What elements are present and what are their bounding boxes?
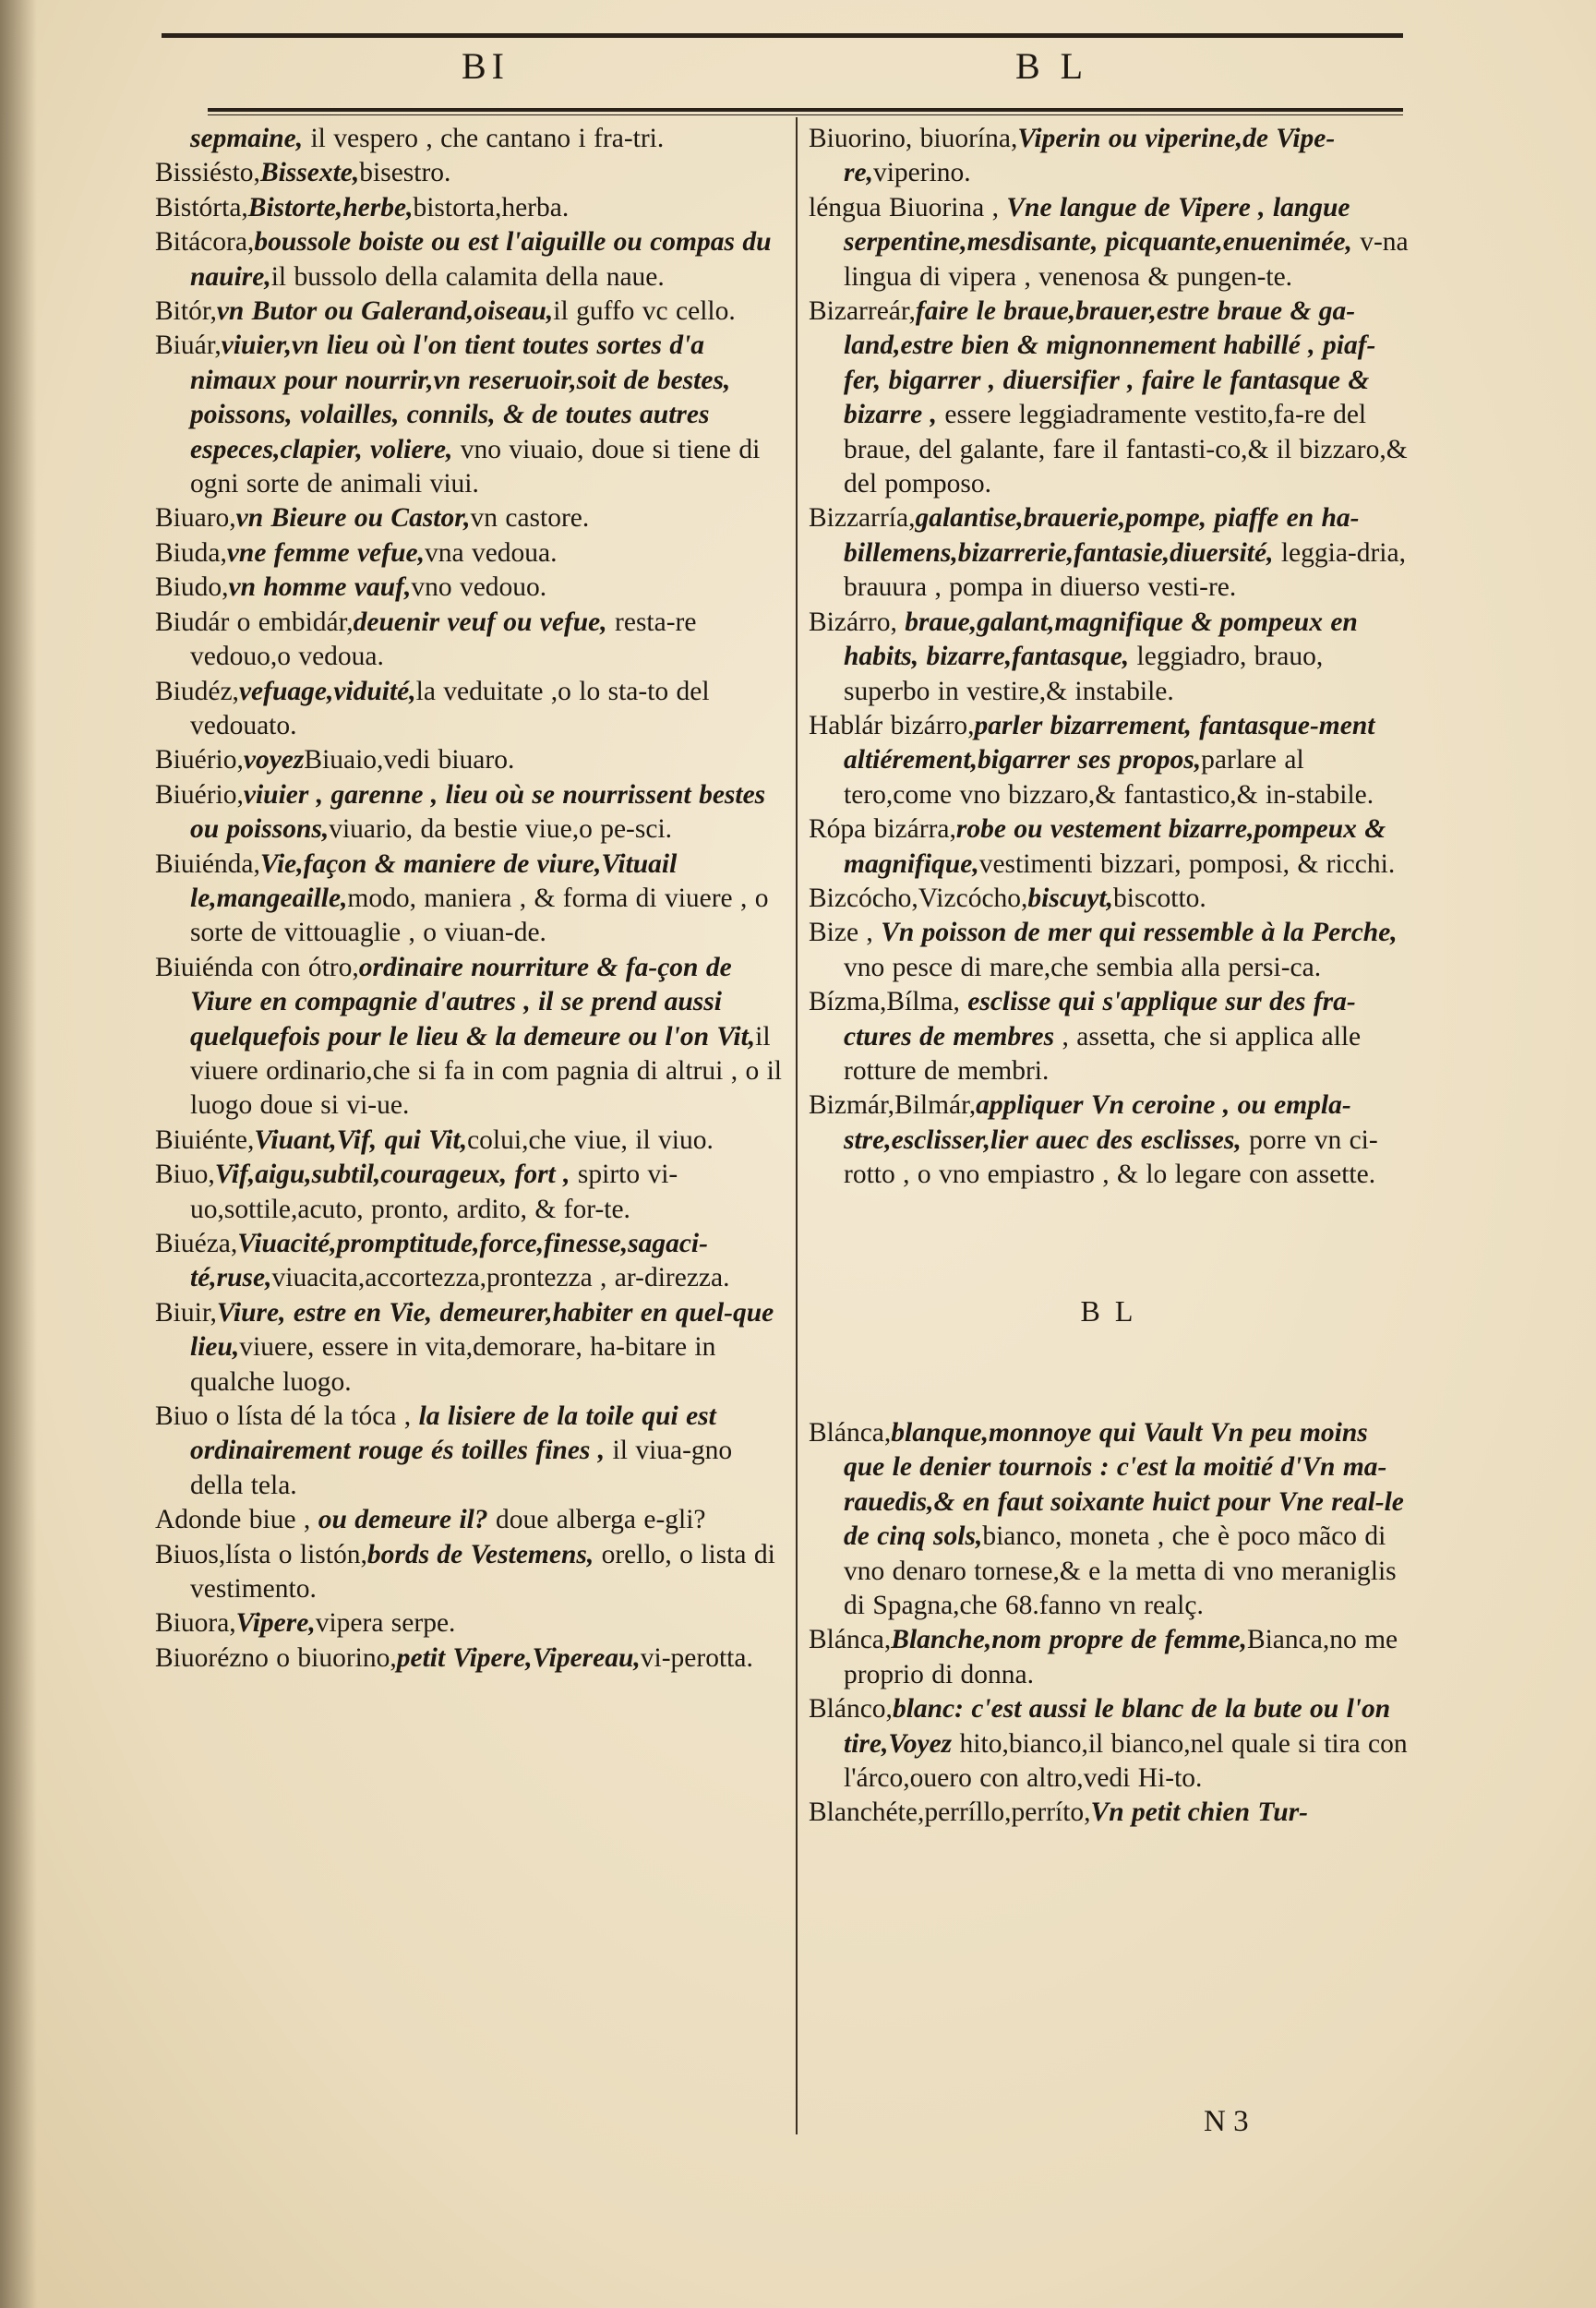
entry-headword: Bitór, <box>155 296 217 327</box>
dictionary-entry <box>809 916 1409 985</box>
entry-italian-gloss: essere leggiadramente vestito,fa-re del braue, del galante, fare il fantasti-co,& il bizzaro,& del pomposo. <box>844 400 1408 499</box>
dictionary-entry <box>155 1641 783 1676</box>
running-head-left: BI <box>462 45 510 87</box>
gutter-shadow <box>0 0 37 2308</box>
entry-headword: Biuiénda con ótro, <box>155 952 359 982</box>
entry-italian-gloss: vno vedouo. <box>411 572 547 603</box>
right-column-bottom <box>809 1416 1409 1831</box>
dictionary-entry <box>155 329 783 501</box>
entry-french-gloss: appliquer Vn ceroine , ou empla-stre,esclisser,lier auec des esclisses, <box>844 1090 1351 1155</box>
dictionary-entry <box>809 1416 1409 1623</box>
dictionary-entry <box>155 571 783 605</box>
entry-french-gloss: vefuage,viduité, <box>238 676 416 706</box>
dictionary-entry <box>809 1623 1409 1692</box>
entry-italian-gloss: viuacita,accortezza,prontezza , ar-direzza. <box>271 1263 730 1293</box>
entry-french-gloss: ordinaire nourriture & fa-çon de Viure en compagnie d'autres , il se prend aussi quelquefois pour le lieu & la demeure ou l'on Vit, <box>190 952 756 1052</box>
entry-italian-gloss: biscotto. <box>1113 883 1206 913</box>
dictionary-entry <box>155 1158 783 1227</box>
entry-italian-gloss: la veduitate ,o lo sta-to del vedouato. <box>190 676 710 740</box>
entry-italian-gloss: il guffo vc cello. <box>553 296 736 327</box>
dictionary-entry <box>809 985 1409 1088</box>
running-head-right: B L <box>1015 45 1089 87</box>
entry-italian-gloss: parlare al tero,come vno bizzaro,& fantastico,& in-stabile. <box>844 745 1374 810</box>
entry-italian-gloss: bisestro. <box>359 158 451 188</box>
entry-french-gloss: Viuacité,promptitude,force,finesse,sagaci-té,ruse, <box>190 1229 708 1293</box>
entry-headword: Biuda, <box>155 537 227 568</box>
dictionary-entry <box>155 1606 783 1641</box>
dictionary-entry <box>809 882 1409 916</box>
dictionary-entry <box>809 1692 1409 1796</box>
entry-headword: Bizarreár, <box>809 296 916 327</box>
entry-italian-gloss: il bussolo della calamita della naue. <box>270 261 665 292</box>
entry-italian-gloss: bianco, moneta , che è poco mãco di vno denaro tornese,& e la metta di vno meraniglis di Spagna,che 68.fanno vn realç. <box>844 1521 1397 1621</box>
entry-italian-gloss: v-na lingua di vipera , venenosa & pungen-te. <box>844 227 1409 292</box>
entry-italian-gloss: porre vn ci-rotto , o vno empiastro , & lo legare con assette. <box>844 1124 1378 1190</box>
entry-italian-gloss: il viua-gno della tela. <box>190 1436 733 1500</box>
entry-headword: Bitácora, <box>155 227 255 258</box>
entry-italian-gloss: vi-perotta. <box>640 1642 753 1673</box>
column-divider <box>796 117 798 2134</box>
left-column <box>155 122 783 1676</box>
entry-headword: Biuir, <box>155 1297 217 1328</box>
dictionary-entry <box>155 1503 783 1537</box>
entry-french-gloss: vne femme vefue, <box>226 537 425 568</box>
entry-french-gloss: braue,galant,magnifique & pompeux en habits, bizarre,fantasque, <box>844 607 1358 672</box>
right-column-top <box>809 122 1409 1193</box>
entry-headword: Bízma,Bílma, <box>809 987 960 1017</box>
entry-french-gloss: bords de Vestemens, <box>366 1539 594 1569</box>
dictionary-entry <box>155 743 783 777</box>
entry-french-gloss: esclisse qui s'applique sur des fra-ctures de membres <box>844 987 1356 1052</box>
dictionary-entry <box>155 225 783 295</box>
entry-french-gloss: Viuant,Vif, qui Vit, <box>254 1124 468 1155</box>
entry-italian-gloss: Bianca,no me proprio di donna. <box>844 1625 1398 1689</box>
entry-italian-gloss: resta-re vedouo,o vedoua. <box>190 607 697 672</box>
entry-french-gloss: Vif,aigu,subtil,courageux, fort , <box>214 1160 570 1190</box>
dictionary-entry <box>155 536 783 571</box>
dictionary-entry <box>155 122 783 156</box>
entry-french-gloss: vn homme vauf, <box>228 572 412 603</box>
entry-headword: Biuo, <box>155 1160 215 1190</box>
entry-headword: Biuo o lísta dé la tóca , <box>155 1401 412 1432</box>
entry-italian-gloss: viperino. <box>872 158 971 188</box>
entry-french-gloss: biscuyt, <box>1027 883 1114 913</box>
entry-headword: Hablár bizárro, <box>809 710 975 740</box>
entry-french-gloss: viuier,vn lieu où l'on tient toutes sortes d'a nimaux pour nourrir,vn reseruoir,soit de bestes, poissons, volailles, connils, & de toutes autres especes,clapier, voliere, <box>190 331 731 464</box>
entry-french-gloss: Vn poisson de mer qui ressemble à la Perche, <box>872 918 1398 948</box>
entry-headword: Biudéz, <box>155 676 239 706</box>
entry-headword: Bizmár,Bilmár, <box>809 1090 977 1121</box>
entry-french-gloss: voyez <box>243 745 305 775</box>
entry-italian-gloss: viuario, da bestie viue,o pe-sci. <box>329 814 673 845</box>
entry-french-gloss: Blanche,nom propre de femme, <box>891 1625 1247 1655</box>
header-rule <box>208 108 1403 112</box>
right-column <box>809 122 1409 1831</box>
entry-headword: Adonde biue , <box>155 1505 311 1535</box>
dictionary-entry <box>155 1400 783 1503</box>
dictionary-entry <box>155 1227 783 1296</box>
dictionary-entry <box>155 847 783 951</box>
dictionary-entry <box>155 295 783 329</box>
entry-italian-gloss: hito,bianco,il bianco,nel quale si tira con l'árco,ouero con altro,vedi Hi-to. <box>844 1728 1408 1794</box>
entry-italian-gloss: vna vedoua. <box>424 537 558 568</box>
entry-headword: Biuério, <box>155 745 244 775</box>
entry-french-gloss: sepmaine, <box>190 124 304 153</box>
entry-headword: Biuorézno o biuorino, <box>155 1642 397 1673</box>
entry-italian-gloss: modo, maniera , & forma di viuere , o sorte de vittouaglie , o viuan-de. <box>190 883 769 948</box>
entry-headword: Bizcócho,Vizcócho, <box>809 883 1028 913</box>
dictionary-entry <box>155 1124 783 1158</box>
entry-headword: Biuiénda, <box>155 848 260 879</box>
entry-headword: Blanchéte,perríllo,perríto, <box>809 1797 1091 1828</box>
entry-italian-gloss: vn castore. <box>470 503 590 534</box>
entry-headword: Biuár, <box>155 331 222 361</box>
dictionary-entry <box>155 778 783 847</box>
entry-italian-gloss: vno pesce di mare,che sembia alla persi-ca. <box>844 952 1322 982</box>
entry-headword: Biuiénte, <box>155 1124 255 1155</box>
dictionary-entry <box>155 675 783 744</box>
entry-french-gloss: Viure, estre en Vie, demeurer,habiter en quel-que lieu, <box>190 1297 774 1363</box>
entry-italian-gloss: leggiadro, brauo, superbo in vestire,& instabile. <box>844 642 1324 706</box>
entry-headword: Rópa bizárra, <box>809 814 956 845</box>
entry-french-gloss: petit Vipere,Vipereau, <box>396 1642 641 1673</box>
entry-french-gloss: Vn petit chien Tur- <box>1090 1797 1309 1828</box>
entry-headword: Biuorino, biuorína, <box>809 124 1018 153</box>
entry-italian-gloss: doue alberga e-gli? <box>487 1505 706 1535</box>
entry-headword: Biuéza, <box>155 1229 238 1258</box>
entry-french-gloss: vn Butor ou Galerand,oiseau, <box>216 296 554 327</box>
entry-french-gloss: deuenir veuf ou vefue, <box>353 607 607 637</box>
entry-italian-gloss: il viuere ordinario,che si fa in com pagnia di altrui , o il luogo doue si vi-ue. <box>190 1021 782 1121</box>
entry-french-gloss: la lisiere de la toile qui est ordinairement rouge és toilles fines , <box>190 1401 716 1466</box>
entry-french-gloss: blanque,monnoye qui Vault Vn peu moins que le denier tournois : c'est la moitié d'Vn ma-rauedis,& en faut soixante huict pour Vne real-le de cinq sols, <box>844 1418 1404 1552</box>
entry-french-gloss: Vne langue de Vipere , langue serpentine,mesdisante, picquante,enuenimée, <box>844 192 1352 258</box>
entry-headword: Blánco, <box>809 1694 893 1725</box>
entry-headword: Biuério, <box>155 779 244 810</box>
entry-headword: Biudo, <box>155 572 229 603</box>
dictionary-entry <box>155 951 783 1124</box>
entry-french-gloss: boussole boiste ou est l'aiguille ou compas du nauire, <box>190 227 772 292</box>
entry-headword: Biuos,lísta o listón, <box>155 1539 367 1569</box>
dictionary-entry <box>809 295 1409 501</box>
entry-headword: Biudár o embidár, <box>155 607 354 637</box>
entry-french-gloss: Vipere, <box>235 1608 316 1639</box>
entry-italian-gloss: vestimenti bizzari, pomposi, & ricchi. <box>978 848 1396 879</box>
entry-italian-gloss: vno viuaio, doue si tiene di ogni sorte de animali viui. <box>190 434 761 499</box>
entry-french-gloss: Bistorte,herbe, <box>247 192 414 222</box>
entry-headword: Bissiésto, <box>155 158 260 188</box>
entry-italian-gloss: , assetta, che si applica alle rotture de membri. <box>844 1021 1362 1086</box>
entry-headword: Bizárro, <box>809 607 897 637</box>
dictionary-entry <box>155 191 783 225</box>
entry-headword: Bize , <box>809 918 873 948</box>
dictionary-entry <box>155 1538 783 1607</box>
entry-french-gloss: blanc: c'est aussi le blanc de la bute ou l'on tire,Voyez <box>844 1694 1391 1759</box>
entry-italian-gloss: vipera serpe. <box>315 1608 456 1639</box>
entry-italian-gloss: spirto vi-uo,sottile,acuto, pronto, ardito, & for-te. <box>190 1160 678 1224</box>
entry-french-gloss: ou demeure il? <box>310 1505 488 1535</box>
entry-italian-gloss: viuere, essere in vita,demorare, ha-bitare in qualche luogo. <box>190 1332 716 1397</box>
entry-headword: Bizzarría, <box>809 503 916 534</box>
dictionary-entry <box>809 501 1409 605</box>
entry-headword: Blánca, <box>809 1418 892 1448</box>
dictionary-entry <box>809 812 1409 882</box>
dictionary-entry <box>809 709 1409 812</box>
dictionary-entry <box>809 1088 1409 1192</box>
dictionary-entry <box>155 501 783 535</box>
entry-french-gloss: Bissexte, <box>259 158 360 188</box>
entry-french-gloss: Viperin ou viperine,de Vipe-re, <box>844 124 1336 188</box>
dictionary-entry <box>155 606 783 675</box>
dictionary-entry <box>809 1796 1409 1830</box>
dictionary-entry <box>155 1296 783 1400</box>
entry-french-gloss: galantise,brauerie,pompe, piaffe en ha-billemens,bizarrerie,fantasie,diuersité, <box>844 503 1360 568</box>
entry-italian-gloss: colui,che viue, il viuo. <box>467 1124 714 1155</box>
dictionary-entry <box>809 122 1409 191</box>
entry-headword: Biuora, <box>155 1608 236 1639</box>
header-rule-thin <box>208 114 1403 115</box>
signature-mark: N 3 <box>1204 2105 1249 2138</box>
entry-italian-gloss: bistorta,herba. <box>413 192 570 222</box>
dictionary-entry <box>155 156 783 190</box>
entry-italian-gloss: il vespero , che cantano i fra-tri. <box>303 124 665 153</box>
entry-italian-gloss: orello, o lista di vestimento. <box>190 1539 775 1605</box>
entry-headword: Bistórta, <box>155 192 248 222</box>
top-rule <box>162 33 1403 38</box>
entry-french-gloss: parler bizarrement, fantasque-ment altiérement,bigarrer ses propos, <box>844 710 1375 775</box>
entry-french-gloss: faire le braue,brauer,estre braue & ga-land,estre bien & mignonnement habillé , piaf-fer, bigarrer , diuersifier , faire le fantasque & bizarre , <box>844 296 1376 430</box>
entry-headword: léngua Biuorina , <box>809 192 999 222</box>
entry-french-gloss: vn Bieure ou Castor, <box>235 503 471 534</box>
entry-italian-gloss: leggia-dria, brauura , pompa in diuerso vesti-re. <box>844 537 1406 603</box>
entry-headword: Blánca, <box>809 1625 892 1655</box>
dictionary-entry <box>809 191 1409 295</box>
dictionary-entry <box>809 606 1409 709</box>
entry-french-gloss: robe ou vestement bizarre,pompeux & magnifique, <box>844 814 1386 879</box>
entry-headword: Biuaro, <box>155 503 236 534</box>
entry-italian-gloss: Biuaio,vedi biuaro. <box>304 745 515 775</box>
entry-french-gloss: viuier , garenne , lieu où se nourrissent bestes ou poissons, <box>190 779 766 845</box>
entry-french-gloss: Vie,façon & maniere de viure,Vituail le,mangeaille, <box>190 848 678 913</box>
section-heading: B L <box>1080 1293 1137 1328</box>
